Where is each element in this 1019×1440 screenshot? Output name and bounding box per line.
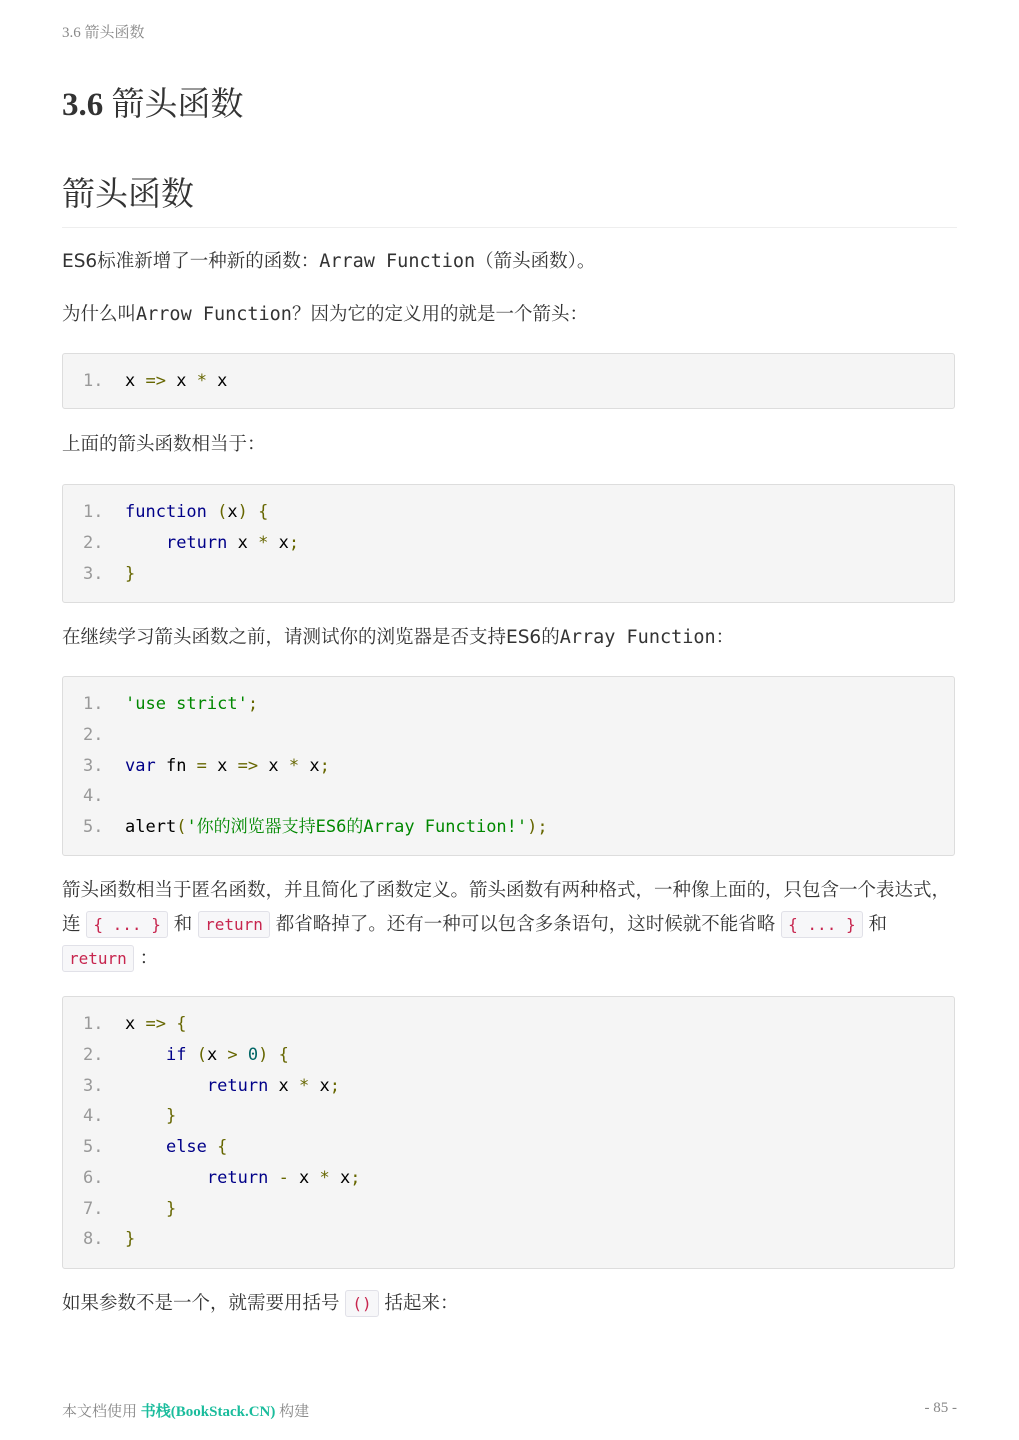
line-number: 4. xyxy=(83,1106,104,1127)
footer-suffix: 构建 xyxy=(275,1404,310,1420)
title-number: 3.6 xyxy=(62,87,104,123)
code-line xyxy=(63,1009,954,1040)
p6-text-a: 如果参数不是一个，就需要用括号 xyxy=(62,1293,346,1314)
line-number: 1. xyxy=(83,371,104,391)
code-line xyxy=(63,1040,954,1071)
line-number: 3. xyxy=(83,1075,104,1096)
inline-code-return-2: return xyxy=(62,945,134,972)
code-text: if (x > 0) { xyxy=(165,1044,289,1065)
p4-code: Array Function xyxy=(559,627,716,648)
inline-code-parens: () xyxy=(345,1290,378,1317)
p5-text-e: ： xyxy=(133,948,159,969)
p5-text-c: 都省略掉了。还有一种可以包含多条语句，这时候就不能省略 xyxy=(269,914,782,935)
p5-text-d: 和 xyxy=(862,914,887,935)
formats-paragraph xyxy=(62,874,957,976)
p1-text-b: （箭头函数）。 xyxy=(475,251,596,272)
p1-text-a: ES6标准新增了一种新的函数： xyxy=(62,251,320,272)
line-number: 2. xyxy=(83,532,104,553)
heading-divider xyxy=(62,227,957,228)
line-number: 5. xyxy=(83,1137,104,1157)
p6-text-b: 括起来： xyxy=(378,1293,459,1314)
p5-text-a: 箭头函数相当于匿名函数，并且简化了函数定义。箭头函数有两种格式，一种像上面的，只包含一个表达式，连 xyxy=(62,880,951,935)
code-line xyxy=(63,1101,954,1132)
code-text: function (x) { xyxy=(125,502,269,522)
page-title xyxy=(62,78,244,125)
code-text: var fn = x => x * x; xyxy=(125,755,330,776)
footer-credit xyxy=(62,1400,309,1421)
code-text: else { xyxy=(165,1137,228,1157)
code-text: alert('你的浏览器支持ES6的Array Function!'); xyxy=(125,817,548,837)
line-number: 8. xyxy=(83,1229,104,1250)
line-number: 1. xyxy=(83,1014,104,1034)
code-text: } xyxy=(125,1229,136,1250)
inline-code-braces: { ... } xyxy=(86,911,167,938)
code-block-browser-test xyxy=(62,676,955,856)
code-text: return x * x; xyxy=(165,532,300,553)
p1-code: Arraw Function xyxy=(319,251,476,272)
p2-code: Arrow Function xyxy=(136,304,292,325)
code-line xyxy=(63,720,954,751)
code-text: } xyxy=(165,1198,177,1219)
code-line xyxy=(63,366,954,397)
line-number: 4. xyxy=(83,786,104,807)
inline-code-return: return xyxy=(198,911,270,938)
code-line xyxy=(63,1224,954,1255)
line-number: 3. xyxy=(83,563,104,584)
code-text: } xyxy=(125,563,136,584)
why-arrow-paragraph xyxy=(62,298,957,331)
intro-paragraph xyxy=(62,245,957,278)
code-line xyxy=(63,1132,954,1163)
code-line xyxy=(63,812,954,843)
code-block-arrow xyxy=(62,353,955,409)
section-heading: 箭头函数 xyxy=(62,174,194,213)
code-line xyxy=(63,1071,954,1102)
running-header: 3.6 箭头函数 xyxy=(62,25,145,41)
code-line xyxy=(63,1194,954,1225)
code-text: } xyxy=(165,1106,177,1127)
footer-link[interactable]: 书栈(BookStack.CN) xyxy=(140,1404,276,1420)
p2-text-a: 为什么叫 xyxy=(62,304,137,325)
page-number: - 85 - xyxy=(924,1400,957,1416)
browser-test-paragraph xyxy=(62,621,957,654)
code-line xyxy=(63,689,954,720)
p4-text-b: ： xyxy=(715,627,735,648)
code-block-multi-statement xyxy=(62,996,955,1269)
footer-prefix: 本文档使用 xyxy=(62,1404,141,1420)
code-block-function xyxy=(62,484,955,603)
line-number: 6. xyxy=(83,1167,104,1188)
line-number: 1. xyxy=(83,502,104,522)
code-line xyxy=(63,497,954,528)
code-line xyxy=(63,1163,954,1194)
code-line xyxy=(63,751,954,782)
line-number: 7. xyxy=(83,1198,104,1219)
line-number: 2. xyxy=(83,724,104,745)
line-number: 2. xyxy=(83,1044,104,1065)
code-text: x => { xyxy=(125,1014,187,1034)
code-line xyxy=(63,781,954,812)
inline-code-braces-2: { ... } xyxy=(781,911,862,938)
line-number: 1. xyxy=(83,694,104,714)
title-text: 箭头函数 xyxy=(111,87,244,123)
equivalent-paragraph: 上面的箭头函数相当于： xyxy=(62,434,266,455)
code-text: 'use strict'; xyxy=(125,694,259,714)
p5-text-b: 和 xyxy=(167,914,199,935)
code-text: return - x * x; xyxy=(206,1167,361,1188)
line-number: 3. xyxy=(83,755,104,776)
code-text: x => x * x xyxy=(125,371,228,391)
p2-text-b: ？因为它的定义用的就是一个箭头： xyxy=(291,304,588,325)
p4-text-a: 在继续学习箭头函数之前，请测试你的浏览器是否支持ES6的 xyxy=(62,627,560,648)
parentheses-paragraph xyxy=(62,1287,957,1320)
code-line xyxy=(63,559,954,590)
code-line xyxy=(63,528,954,559)
line-number: 5. xyxy=(83,817,104,837)
code-text: return x * x; xyxy=(206,1075,341,1096)
